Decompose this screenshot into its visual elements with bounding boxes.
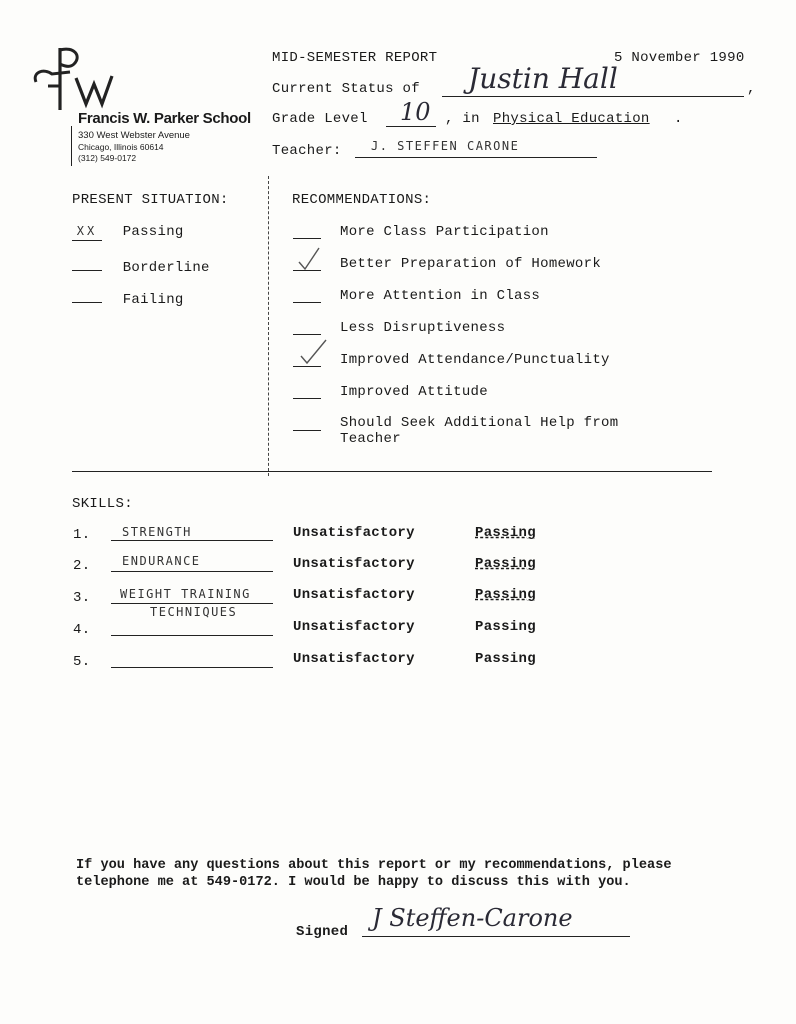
present-situation-heading: PRESENT SITUATION: bbox=[72, 192, 229, 208]
check-icon bbox=[298, 338, 328, 371]
contact-note-line1: If you have any questions about this report or my recommendations, please bbox=[76, 858, 672, 873]
skill-line bbox=[111, 635, 273, 636]
in-label: , in bbox=[445, 111, 480, 127]
signed-label: Signed bbox=[296, 924, 349, 940]
skill-name: ENDURANCE bbox=[122, 554, 201, 568]
grade-line bbox=[386, 126, 436, 127]
skill-number: 5. bbox=[73, 654, 91, 670]
subject-period: . bbox=[674, 111, 683, 127]
grade-value: 10 bbox=[400, 98, 431, 126]
passing-option: Passing bbox=[475, 619, 536, 635]
rec-label: Should Seek Additional Help from bbox=[340, 415, 619, 431]
situation-blank bbox=[72, 224, 102, 241]
unsatisfactory-option: Unsatisfactory bbox=[293, 556, 415, 572]
skill-name: STRENGTH bbox=[122, 525, 192, 539]
rec-label: Improved Attendance/Punctuality bbox=[340, 352, 610, 368]
skill-line bbox=[111, 603, 273, 604]
passing-option: Passing bbox=[475, 651, 536, 667]
skill-number: 4. bbox=[73, 622, 91, 638]
situation-row-failing bbox=[72, 288, 184, 308]
unsatisfactory-option: Unsatisfactory bbox=[293, 587, 415, 603]
school-address-2: Chicago, Illinois 60614 bbox=[78, 142, 164, 152]
student-name: Justin Hall bbox=[468, 62, 618, 95]
skills-heading: SKILLS: bbox=[72, 496, 133, 512]
skill-number: 3. bbox=[73, 590, 91, 606]
contact-note-line2: telephone me at 549-0172. I would be happy to discuss this with you. bbox=[76, 875, 631, 890]
teacher-name: J. STEFFEN CARONE bbox=[371, 139, 520, 153]
rec-label: Improved Attitude bbox=[340, 384, 488, 400]
situation-row-borderline bbox=[72, 256, 210, 276]
rec-label: Better Preparation of Homework bbox=[340, 256, 602, 272]
skill-number: 1. bbox=[73, 527, 91, 543]
school-logo bbox=[30, 42, 120, 114]
status-comma: , bbox=[747, 81, 756, 97]
teacher-label: Teacher: bbox=[272, 143, 342, 159]
check-icon bbox=[296, 246, 322, 277]
situation-label: Borderline bbox=[122, 260, 210, 276]
subject: Physical Education bbox=[493, 111, 650, 127]
unsatisfactory-option: Unsatisfactory bbox=[293, 651, 415, 667]
rec-label: More Class Participation bbox=[340, 224, 549, 240]
skill-number: 2. bbox=[73, 558, 91, 574]
logo-rule bbox=[71, 126, 72, 166]
skill-line bbox=[111, 540, 273, 541]
report-date: 5 November 1990 bbox=[614, 50, 745, 66]
rec-label-continued: Teacher bbox=[340, 431, 401, 447]
situation-label: Failing bbox=[122, 292, 184, 308]
recommendations-heading: RECOMMENDATIONS: bbox=[292, 192, 432, 208]
signature-line bbox=[362, 936, 630, 937]
skill-line bbox=[111, 667, 273, 668]
school-phone: (312) 549-0172 bbox=[78, 153, 137, 163]
rec-blank bbox=[293, 334, 321, 335]
unsatisfactory-option: Unsatisfactory bbox=[293, 525, 415, 541]
rec-blank bbox=[293, 398, 321, 399]
situation-mark: XX bbox=[76, 224, 98, 238]
teacher-line bbox=[355, 157, 597, 158]
rec-blank bbox=[293, 302, 321, 303]
situation-blank bbox=[72, 256, 102, 271]
situation-blank bbox=[72, 288, 102, 303]
school-name: Francis W. Parker School bbox=[78, 110, 251, 127]
section-rule bbox=[72, 471, 712, 472]
status-label: Current Status of bbox=[272, 81, 420, 97]
rec-label: Less Disruptiveness bbox=[340, 320, 506, 336]
situation-label: Passing bbox=[122, 224, 184, 240]
student-name-line bbox=[442, 96, 744, 97]
passing-option: Passing bbox=[475, 587, 536, 603]
signature: J Steffen-Carone bbox=[372, 904, 573, 932]
skill-line bbox=[111, 571, 273, 572]
grade-label: Grade Level bbox=[272, 111, 368, 127]
report-title: MID-SEMESTER REPORT bbox=[272, 50, 438, 66]
rec-label: More Attention in Class bbox=[340, 288, 541, 304]
skill-name: WEIGHT TRAINING bbox=[120, 587, 251, 601]
school-address-1: 330 West Webster Avenue bbox=[78, 130, 190, 141]
situation-row-passing bbox=[72, 224, 184, 241]
column-divider bbox=[268, 176, 269, 476]
rec-blank bbox=[293, 238, 321, 239]
passing-option: Passing bbox=[475, 525, 536, 541]
rec-blank bbox=[293, 430, 321, 431]
skill-name-continued: TECHNIQUES bbox=[150, 605, 238, 619]
passing-option: Passing bbox=[475, 556, 536, 572]
unsatisfactory-option: Unsatisfactory bbox=[293, 619, 415, 635]
